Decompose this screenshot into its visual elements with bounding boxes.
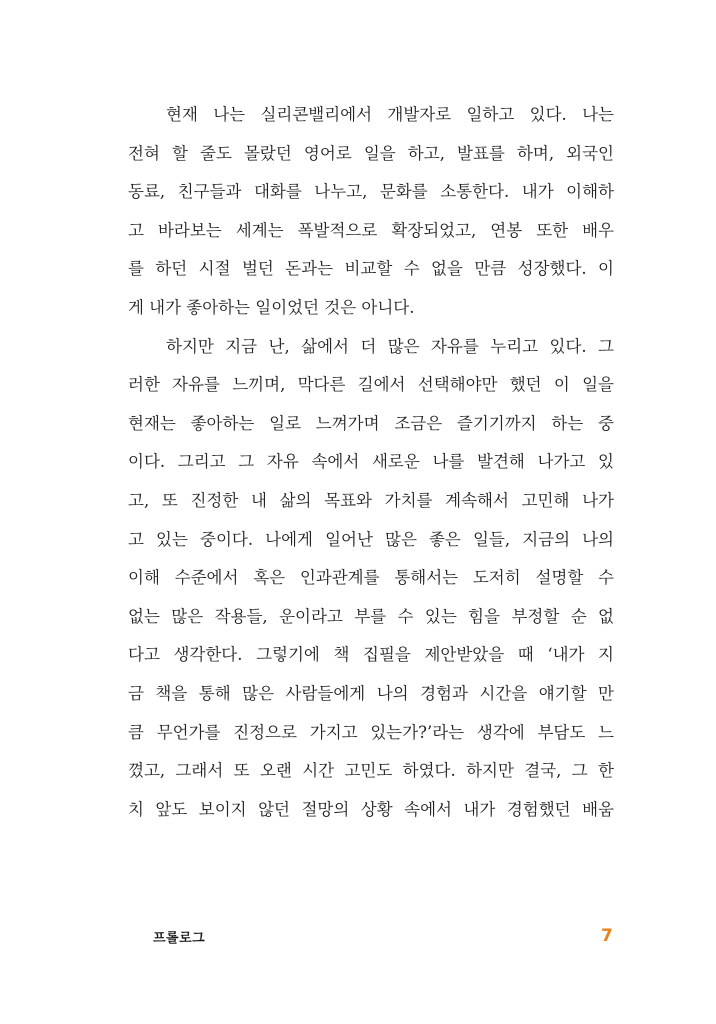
text-line: 치 앞도 보이지 않던 절망의 상황 속에서 내가 경험했던 배움 xyxy=(128,799,614,819)
paragraph-2 xyxy=(128,328,614,830)
text-line: 금 책을 통해 많은 사람들에게 나의 경험과 시간을 얘기할 만 xyxy=(128,683,614,703)
paragraph-1 xyxy=(128,96,614,328)
page-number: 7 xyxy=(601,926,613,946)
text-line: 를 하던 시절 벌던 돈과는 비교할 수 없을 만큼 성장했다. 이 xyxy=(128,259,614,279)
text-line: 하지만 지금 난, 삶에서 더 많은 자유를 누리고 있다. 그 xyxy=(166,336,614,356)
text-line: 고 있는 중이다. 나에게 일어난 많은 좋은 일들, 지금의 나의 xyxy=(128,529,614,549)
text-line: 없는 많은 작용들, 운이라고 부를 수 있는 힘을 부정할 순 없 xyxy=(128,606,614,626)
text-line: 전혀 할 줄도 몰랐던 영어로 일을 하고, 발표를 하며, 외국인 xyxy=(128,143,614,163)
text-line: 이해 수준에서 혹은 인과관계를 통해서는 도저히 설명할 수 xyxy=(128,568,614,588)
text-line: 현재 나는 실리콘밸리에서 개발자로 일하고 있다. 나는 xyxy=(166,105,614,124)
text-line: 고 바라보는 세계는 폭발적으로 확장되었고, 연봉 또한 배우 xyxy=(128,220,614,240)
running-footer-chapter-title: 프롤로그 xyxy=(153,931,206,946)
body-text xyxy=(128,96,614,829)
text-line: 꼈고, 그래서 또 오랜 시간 고민도 하였다. 하지만 결국, 그 한 xyxy=(128,761,614,781)
text-line: 고, 또 진정한 내 삶의 목표와 가치를 계속해서 고민해 나가 xyxy=(128,490,614,510)
text-line: 이다. 그리고 그 자유 속에서 새로운 나를 발견해 나가고 있 xyxy=(128,452,614,472)
text-line: 다고 생각한다. 그렇기에 책 집필을 제안받았을 때 ‘내가 지 xyxy=(128,645,614,665)
text-line: 게 내가 좋아하는 일이었던 것은 아니다. xyxy=(128,297,415,317)
text-line: 러한 자유를 느끼며, 막다른 길에서 선택해야만 했던 이 일을 xyxy=(128,375,614,395)
text-line: 동료, 친구들과 대화를 나누고, 문화를 소통한다. 내가 이해하 xyxy=(128,182,614,202)
text-line: 현재는 좋아하는 일로 느껴가며 조금은 즐기기까지 하는 중 xyxy=(128,413,614,433)
text-line: 큼 무언가를 진정으로 가지고 있는가?’라는 생각에 부담도 느 xyxy=(128,722,614,742)
